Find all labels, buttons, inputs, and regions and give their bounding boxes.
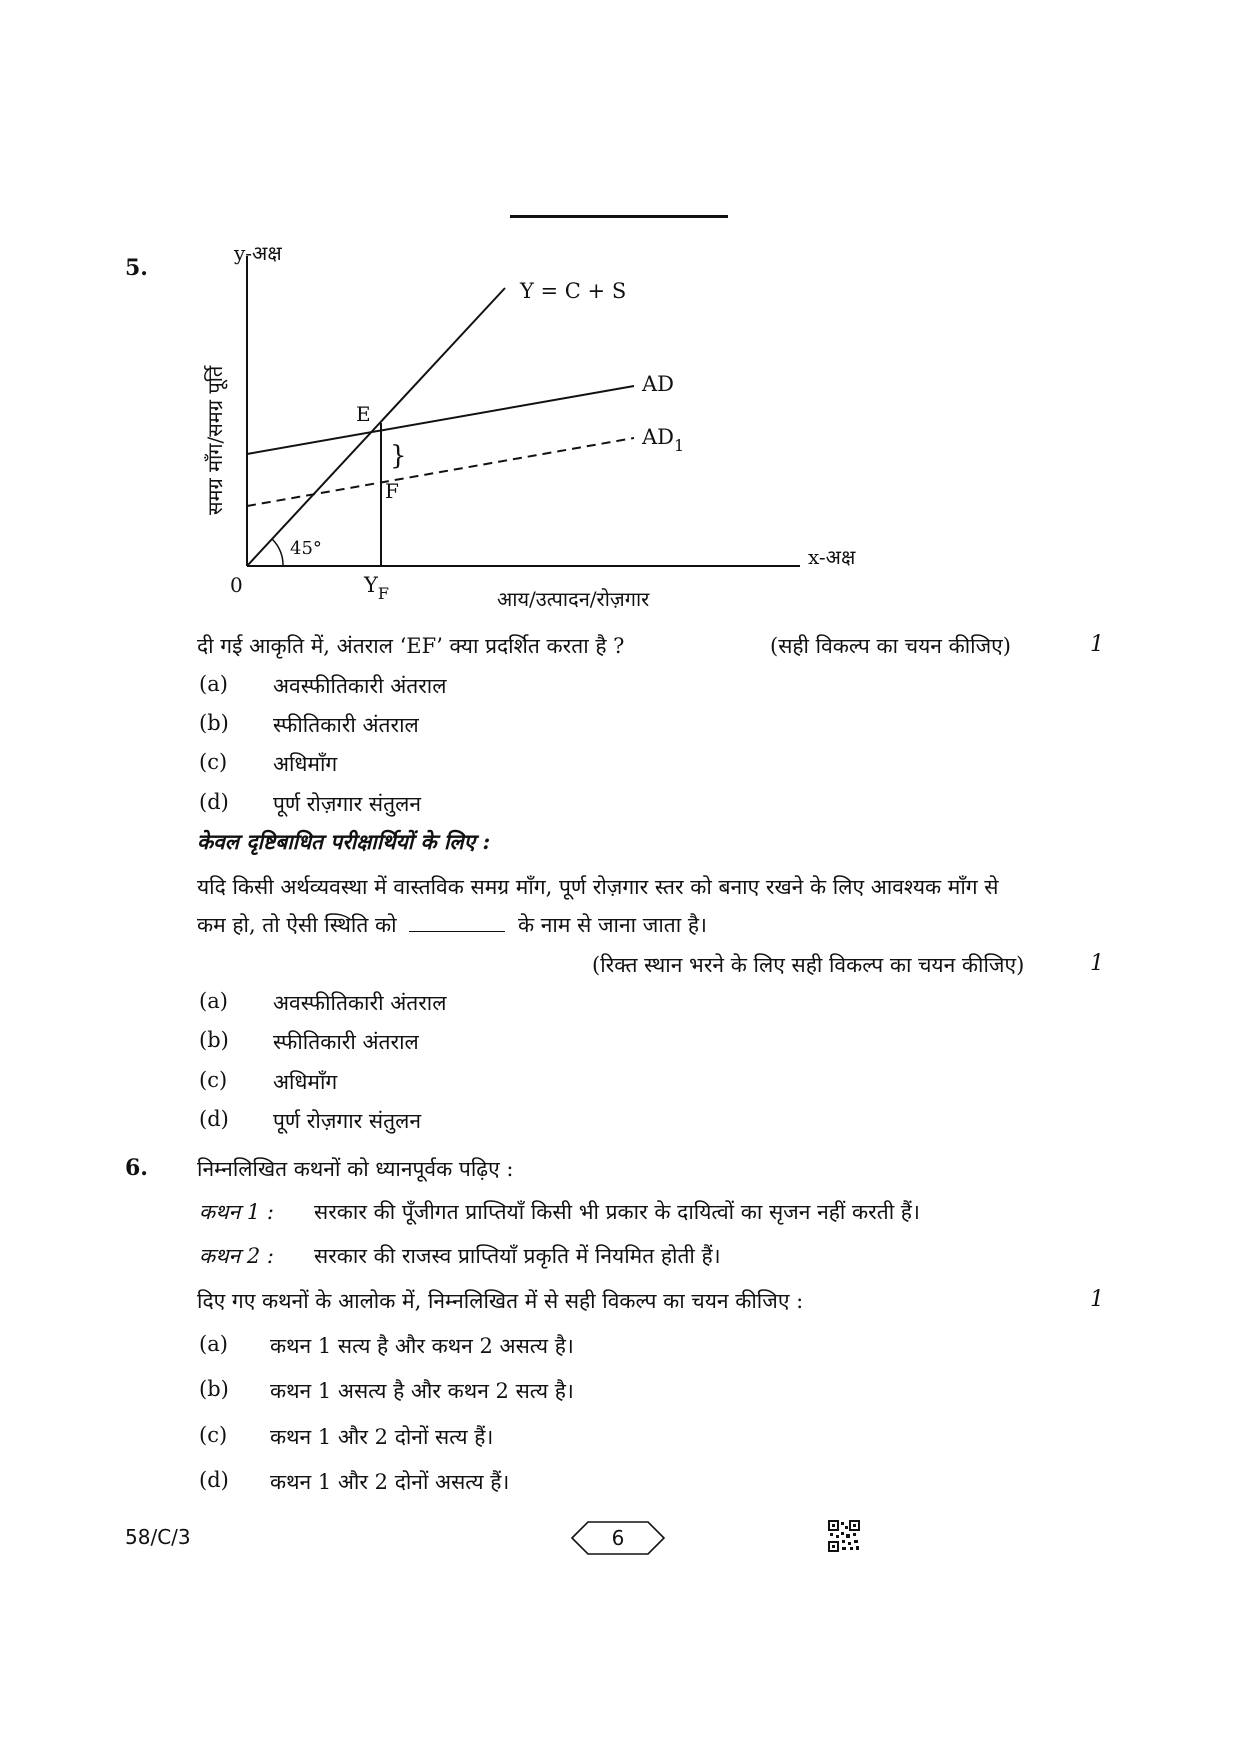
- ad-label: AD: [642, 372, 675, 396]
- statement-text: सरकार की राजस्व प्राप्तियाँ प्रकृति में नियमित होती हैं।: [314, 1244, 721, 1268]
- gap-brace: }: [390, 441, 407, 471]
- q6-question-text: दिए गए कथनों के आलोक में, निम्नलिखित में से सही विकल्प का चयन कीजिए :: [197, 1289, 804, 1313]
- paper-code: 58/C/3: [125, 1525, 191, 1549]
- q5-question-text: दी गई आकृति में, अंतराल ‘EF’ क्या प्रदर्शित करता है ?: [197, 634, 625, 658]
- option-text: अधिमाँग: [273, 1070, 338, 1094]
- option-text: कथन 1 और 2 दोनों सत्य हैं।: [270, 1425, 494, 1449]
- yf-label: $Y_F$: [364, 573, 389, 603]
- statement-label: कथन 1 :: [199, 1200, 274, 1224]
- ad1-label: $AD_1$: [642, 425, 685, 455]
- option-label: (b): [199, 1028, 229, 1052]
- point-e-label: E: [356, 402, 371, 426]
- ad1-line: [247, 438, 634, 506]
- q5-instruction: (सही विकल्प का चयन कीजिए): [770, 634, 1011, 658]
- vi-question-line-1: यदि किसी अर्थव्यवस्था में वास्तविक समग्र माँग, पूर्ण रोज़गार स्तर को बनाए रखने के लिए आवश्यक माँग से: [197, 875, 999, 899]
- option-label: (a): [199, 672, 228, 696]
- angle-label: 45°: [290, 538, 322, 559]
- vi-line-2-start: कम हो, तो ऐसी स्थिति को: [197, 913, 397, 937]
- option-label: (d): [199, 1107, 229, 1131]
- ad-line: [247, 386, 634, 454]
- q5-marks: 1: [1090, 632, 1104, 657]
- q6-intro: निम्नलिखित कथनों को ध्यानपूर्वक पढ़िए :: [197, 1157, 514, 1181]
- option-label: (b): [199, 711, 229, 735]
- vi-instruction: (रिक्त स्थान भरने के लिए सही विकल्प का चयन कीजिए): [592, 953, 1025, 977]
- top-rule: [510, 215, 728, 218]
- option-label: (a): [199, 989, 228, 1013]
- y-axis-label: y-अक्ष: [234, 241, 282, 265]
- option-text: पूर्ण रोज़गार संतुलन: [273, 1109, 421, 1133]
- option-label: (c): [199, 1068, 228, 1092]
- option-text: कथन 1 सत्य है और कथन 2 असत्य है।: [270, 1334, 574, 1358]
- vi-heading: केवल दृष्टिबाधित परीक्षार्थियों के लिए :: [197, 829, 491, 854]
- vi-question-line-2: [197, 911, 707, 939]
- page-number-badge: [570, 1520, 666, 1556]
- option-text: कथन 1 असत्य है और कथन 2 सत्य है।: [270, 1379, 574, 1403]
- statement-text: सरकार की पूँजीगत प्राप्तियाँ किसी भी प्रकार के दायित्वों का सृजन नहीं करती हैं।: [314, 1200, 920, 1224]
- option-text: स्फीतिकारी अंतराल: [273, 713, 419, 737]
- blank-space: [409, 913, 505, 932]
- option-label: (c): [199, 750, 228, 774]
- vi-marks: 1: [1090, 951, 1104, 976]
- line-45-degree: [247, 288, 505, 566]
- option-text: अवस्फीतिकारी अंतराल: [273, 674, 447, 698]
- origin-label: 0: [230, 573, 243, 597]
- page-number: 6: [611, 1526, 625, 1550]
- option-text: अवस्फीतिकारी अंतराल: [273, 991, 447, 1015]
- y-axis-title: समग्र माँग/समग्र पूर्ति: [203, 365, 227, 515]
- angle-arc: [272, 539, 283, 566]
- aggregate-demand-diagram: [180, 240, 856, 611]
- x-axis-title: आय/उत्पादन/रोज़गार: [497, 587, 650, 611]
- option-label: (d): [199, 1468, 229, 1492]
- option-text: कथन 1 और 2 दोनों असत्य हैं।: [270, 1470, 510, 1494]
- option-text: पूर्ण रोज़गार संतुलन: [273, 792, 421, 816]
- option-label: (b): [199, 1377, 229, 1401]
- option-label: (c): [199, 1423, 228, 1447]
- q6-marks: 1: [1090, 1287, 1104, 1312]
- option-text: अधिमाँग: [273, 752, 338, 776]
- line-45-label: Y = C + S: [520, 279, 627, 303]
- vi-line-2-end: के नाम से जाना जाता है।: [517, 913, 707, 937]
- question-number: 5.: [125, 255, 148, 281]
- option-text: स्फीतिकारी अंतराल: [273, 1030, 419, 1054]
- point-f-label: F: [385, 479, 399, 503]
- qr-code-icon: [828, 1520, 860, 1552]
- option-label: (d): [199, 790, 229, 814]
- option-label: (a): [199, 1332, 228, 1356]
- question-number: 6.: [125, 1155, 148, 1181]
- statement-label: कथन 2 :: [199, 1244, 274, 1268]
- x-axis-label: x-अक्ष: [808, 545, 856, 569]
